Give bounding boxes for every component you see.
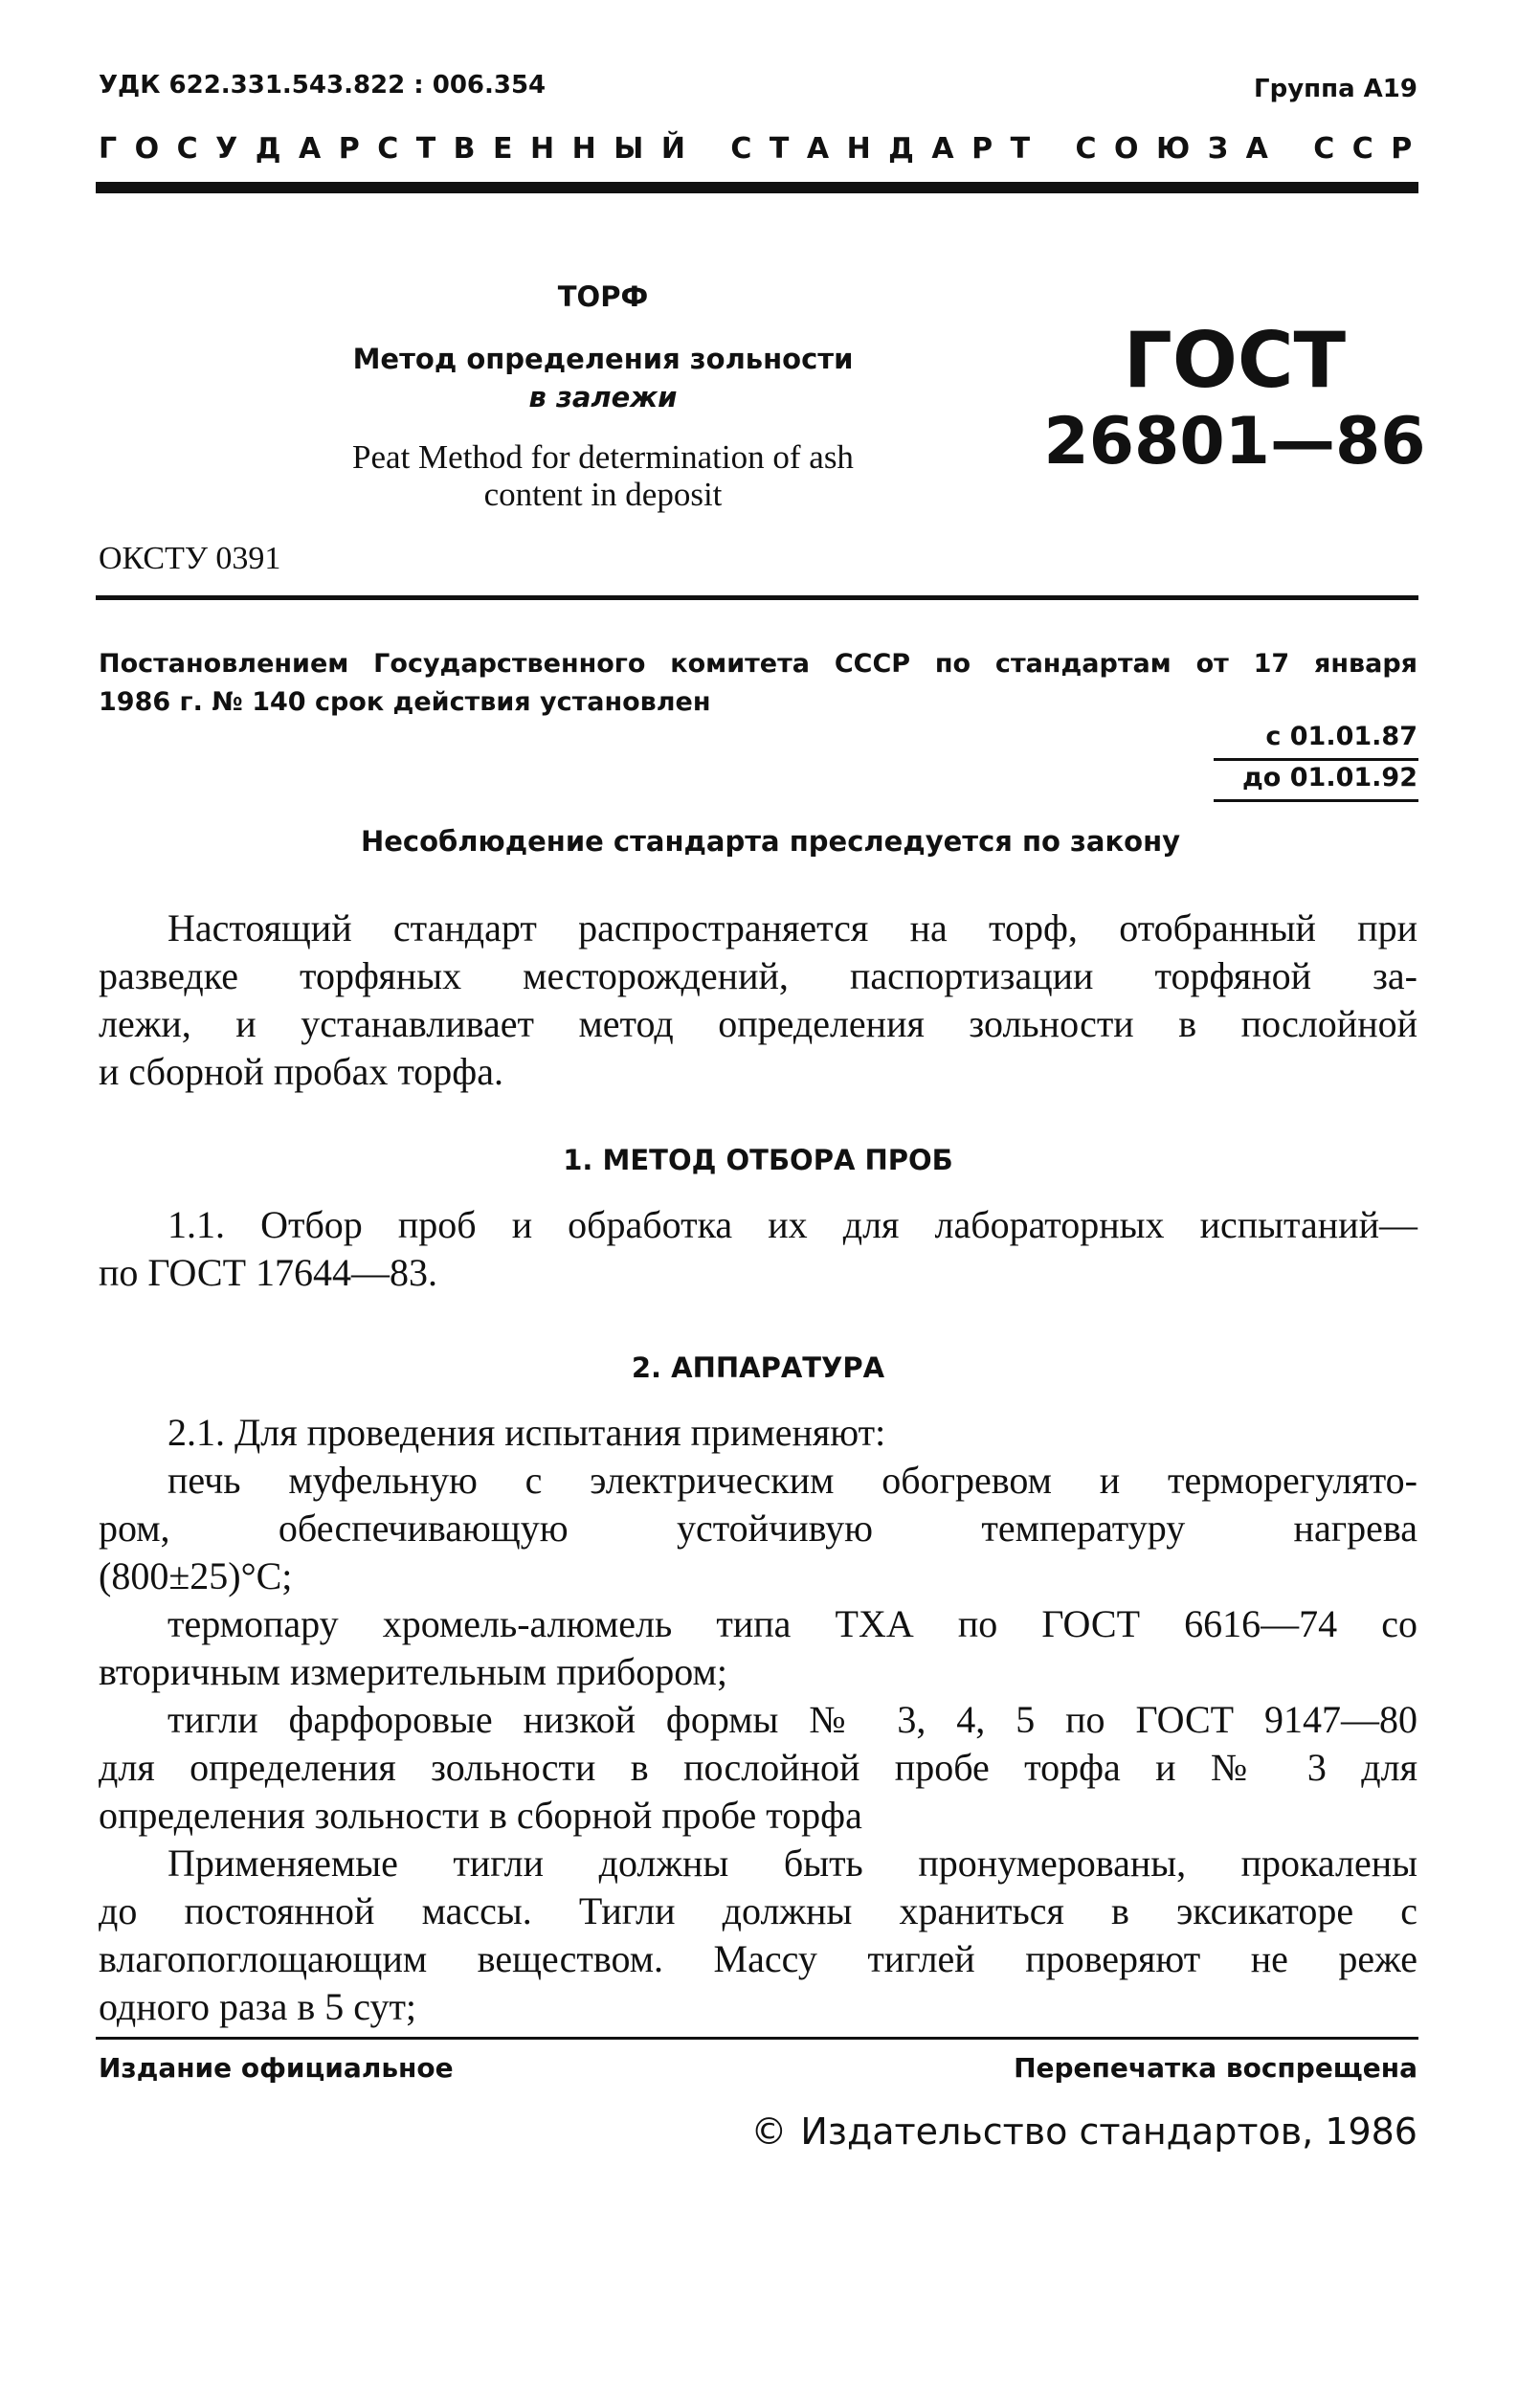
copyright-line xyxy=(750,2110,1417,2153)
section1-line-1: 1.1. Отбор проб и обработка их для лабораторных испытаний— xyxy=(167,1203,1417,1246)
intro-line-3: лежи, и устанавливает метод определения зольности в послойной xyxy=(99,1002,1417,1045)
standard-line: ГОСУДАРСТВЕННЫЙ СТАНДАРТ СОЮЗА ССР xyxy=(99,132,1430,166)
section2-line-13: одного раза в 5 сут; xyxy=(99,1985,417,2028)
section2-heading: 2. АППАРАТУРА xyxy=(631,1351,885,1384)
section2-line-4: (800±25)°С; xyxy=(99,1554,293,1597)
validity-from: с 01.01.87 xyxy=(1265,722,1417,751)
okstu-code: ОКСТУ 0391 xyxy=(99,541,281,576)
gost-number: 26801—86 xyxy=(1043,404,1426,480)
intro-line-1: Настоящий стандарт распространяется на торф, отобранный при xyxy=(167,906,1417,949)
section2-paragraph xyxy=(99,1409,1417,2031)
english-title-line1: Peat Method for determination of ash xyxy=(352,438,854,476)
section2-line-9: определения зольности в сборной пробе торфа xyxy=(99,1794,862,1837)
validity-to: до 01.01.92 xyxy=(1242,763,1417,793)
method-line2: в залежи xyxy=(528,381,678,413)
section2-line-7: тигли фарфоровые низкой формы № 3, 4, 5 по ГОСТ 9147—80 xyxy=(167,1698,1417,1741)
validity-rule-2 xyxy=(1214,799,1418,802)
section2-line-3: ром, обеспечивающую устойчивую температуру нагрева xyxy=(99,1507,1417,1550)
section1-heading: 1. МЕТОД ОТБОРА ПРОБ xyxy=(563,1144,953,1176)
header-thick-rule xyxy=(96,182,1418,193)
edition-official: Издание официальное xyxy=(99,2052,454,2084)
law-notice: Несоблюдение стандарта преследуется по закону xyxy=(360,825,1181,858)
subject-title: ТОРФ xyxy=(557,280,649,313)
section1-line-2: по ГОСТ 17644—83. xyxy=(99,1251,438,1294)
intro-paragraph xyxy=(99,904,1417,1096)
title-rule xyxy=(96,595,1418,600)
udk-code: УДК 622.331.543.822 : 006.354 xyxy=(99,71,547,100)
section1-paragraph xyxy=(99,1201,1417,1297)
copyright-icon: © xyxy=(750,2110,788,2153)
footer-rule xyxy=(96,2037,1418,2040)
intro-line-2: разведке торфяных месторождений, паспортизации торфяной за- xyxy=(99,954,1417,997)
group-code: Группа А19 xyxy=(1254,75,1417,103)
section2-line-8: для определения зольности в послойной пробе торфа и № 3 для xyxy=(99,1746,1417,1789)
decree-line2: 1986 г. № 140 срок действия установлен xyxy=(99,687,711,717)
gost-label: ГОСТ xyxy=(1123,316,1347,405)
english-title-line2: content in deposit xyxy=(483,476,723,513)
decree-line1: Постановлением Государственного комитета СССР по стандартам от 17 января xyxy=(99,649,1417,679)
copyright-text: Издательство стандартов, 1986 xyxy=(800,2110,1417,2153)
intro-line-4: и сборной пробах торфа. xyxy=(99,1050,503,1093)
section2-line-10: Применяемые тигли должны быть пронумерованы, прокалены xyxy=(167,1842,1417,1885)
section2-line-6: вторичным измерительным прибором; xyxy=(99,1650,727,1693)
section2-line-1: 2.1. Для проведения испытания применяют: xyxy=(167,1411,886,1454)
section2-line-12: влагопоглощающим веществом. Массу тиглей проверяют не реже xyxy=(99,1937,1417,1980)
section2-line-5: термопару хромель-алюмель типа ТХА по ГОСТ 6616—74 со xyxy=(167,1602,1417,1645)
section2-line-11: до постоянной массы. Тигли должны храниться в эксикаторе с xyxy=(99,1889,1417,1932)
section2-line-2: печь муфельную с электрическим обогревом и терморегулято- xyxy=(167,1459,1417,1502)
validity-rule-1 xyxy=(1214,758,1418,761)
reprint-prohibited: Перепечатка воспрещена xyxy=(1014,2052,1417,2084)
method-line1: Метод определения зольности xyxy=(352,343,854,375)
